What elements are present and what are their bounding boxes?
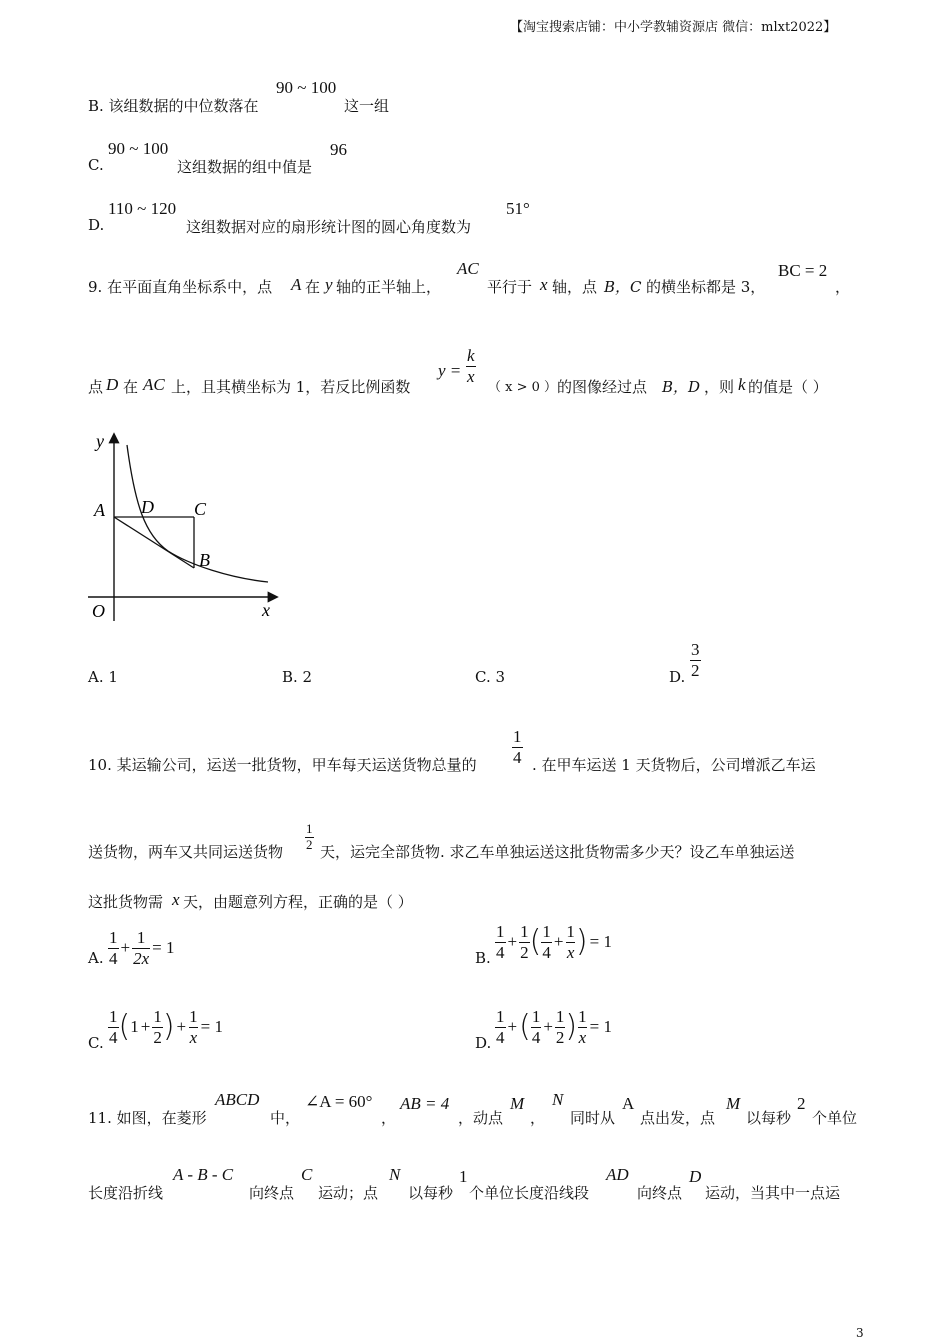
q9-fraction-k-over-x (466, 346, 476, 386)
q11-m: M (510, 1094, 525, 1113)
option-label: D. (475, 1034, 492, 1052)
q11-text: 长度沿折线 (88, 1184, 164, 1202)
label-x: x (262, 600, 270, 620)
label-b: B (199, 550, 210, 570)
q9-text: 点 (88, 378, 104, 396)
q11-n: N (389, 1165, 401, 1184)
q9-x: x (467, 366, 475, 386)
page-header: 【淘宝搜索店铺：中小学教辅资源店 微信：mlxt2022】 (510, 20, 837, 35)
q9-k: k (738, 375, 746, 394)
q8-d-mid: 这组数据对应的扇形统计图的圆心角度数为 (186, 218, 472, 236)
q9-bc-eq: BC = 2 (778, 261, 828, 280)
q11-ab: AB = 4 (400, 1094, 450, 1113)
frac-den: 4 (542, 942, 551, 962)
frac-den: 2 (691, 660, 700, 680)
q11-text: 运动，当其中一点运 (705, 1184, 841, 1202)
q11-text: 以每秒 (746, 1109, 792, 1127)
q11-n: N (552, 1090, 564, 1109)
q9-text: ，则 (704, 378, 735, 396)
frac-den: 4 (496, 942, 505, 962)
q11-text: 运动；点 (318, 1184, 379, 1202)
q11-a: A (622, 1094, 635, 1113)
q11-text: 向终点 (637, 1184, 683, 1202)
q9-text: 9. 在平面直角坐标系中，点 (88, 278, 273, 296)
frac-num: 1 (578, 1007, 587, 1026)
q8-b-suffix: 这一组 (344, 97, 390, 115)
q10-text: 10. 某运输公司，运送一批货物，甲车每天运送货物总量的 (88, 756, 477, 774)
q8-b-prefix: B. 该组数据的中位数落在 (88, 97, 259, 115)
frac-num: 1 (136, 928, 146, 947)
segment-ab (114, 517, 194, 568)
frac-den: 4 (109, 1027, 118, 1047)
frac-num: 3 (691, 640, 700, 659)
q10-var-x: x (172, 890, 180, 909)
q9-y-eq: y = (438, 361, 462, 380)
q9-points-bd: B，D (662, 378, 701, 396)
q10-text: 送货物，两车又共同运送货物 (88, 843, 284, 861)
q8-c-mid: 这组数据的组中值是 (177, 158, 313, 176)
q11-two: 2 (797, 1094, 806, 1113)
q9-option-d-label: D. (669, 668, 686, 686)
q9-ac: AC (457, 259, 479, 278)
equals-one: = 1 (589, 1017, 612, 1037)
plus-sign: + (120, 938, 131, 958)
label-a: A (94, 500, 105, 520)
frac-num: 1 (555, 1007, 565, 1026)
plus-sign: + (507, 932, 518, 952)
q9-text: 轴，点 (552, 278, 598, 296)
q10-option-a-equation (108, 928, 176, 968)
q10-fraction-quarter (512, 727, 523, 767)
q11-d: D (689, 1167, 702, 1186)
frac-den: 2x (133, 948, 150, 968)
left-paren: ( (118, 1009, 131, 1045)
label-d: D (141, 497, 154, 517)
frac-num: 1 (566, 922, 575, 941)
q11-text: ，动点 (458, 1109, 504, 1127)
option-label: C. (88, 1034, 104, 1052)
q8-d-value: 51° (506, 199, 530, 218)
frac-den: 2 (153, 1027, 162, 1047)
q10-text: . 在甲车运送 1 天货物后，公司增派乙车运 (532, 756, 816, 774)
q11-text: 中， (270, 1109, 301, 1127)
q9-option-c: C. 3 (475, 668, 506, 686)
q11-c: C (301, 1165, 313, 1184)
q10-option-d-equation (495, 1007, 614, 1047)
q10-fraction-half (305, 822, 314, 853)
plus-sign: + (543, 1017, 553, 1037)
q9-text: 轴的正半轴上， (336, 278, 442, 296)
q11-text: 以每秒 (408, 1184, 454, 1202)
q9-point-d: D (106, 375, 119, 394)
q10-option-c-equation (108, 1007, 225, 1047)
q9-var-x: x (540, 275, 548, 294)
frac-num: 1 (109, 1007, 118, 1026)
q8-c-range: 90 ~ 100 (108, 139, 169, 158)
q11-text: 个单位 (812, 1109, 858, 1127)
frac-num: 1 (496, 922, 505, 941)
right-paren: ) (162, 1009, 175, 1045)
q9-graph (80, 425, 290, 630)
q10-text: 天，运完全部货物. 求乙车单独运送这批货物需多少天？设乙车单独运送 (320, 843, 795, 861)
frac-num: 1 (109, 928, 118, 947)
left-paren: ( (529, 924, 542, 960)
q10-option-b-equation (495, 922, 614, 962)
equals-one: = 1 (152, 938, 175, 958)
q11-text: 向终点 (249, 1184, 295, 1202)
q9-text: 的横坐标都是 3， (646, 278, 766, 296)
q11-text: ， (381, 1109, 397, 1127)
q10-text: 天，由题意列方程，正确的是（ ） (183, 893, 413, 911)
q11-text: 个单位长度沿线段 (469, 1184, 590, 1202)
q8-c-value: 96 (330, 140, 347, 159)
q9-text: ， (835, 278, 851, 296)
frac-num: 1 (542, 922, 551, 941)
label-c: C (194, 499, 207, 519)
q11-one: 1 (459, 1167, 468, 1186)
q9-option-b: B. 2 (282, 668, 313, 686)
q11-text: 同时从 (570, 1109, 616, 1127)
frac-den: x (566, 942, 575, 962)
frac-den: x (578, 1027, 587, 1047)
q8-d-range: 110 ~ 120 (108, 199, 177, 218)
frac-den: x (189, 1027, 198, 1047)
q8-c-prefix: C. (88, 156, 104, 174)
q9-option-a: A. 1 (88, 668, 118, 686)
frac-num: 1 (496, 1007, 505, 1026)
label-y: y (96, 431, 104, 451)
right-paren: ) (575, 924, 588, 960)
q11-path: A - B - C (173, 1165, 234, 1184)
frac-den: 4 (531, 1027, 541, 1047)
q9-option-d-fraction (690, 640, 701, 680)
frac-num: 1 (531, 1007, 541, 1026)
q9-text: 上，且其横坐标为 1，若反比例函数 (171, 378, 411, 396)
q9-ac: AC (143, 375, 165, 394)
frac-den: 2 (520, 942, 529, 962)
q10-text: 这批货物需 (88, 893, 164, 911)
equals-one: = 1 (589, 932, 612, 952)
frac-den: 2 (306, 836, 313, 852)
q9-text: 平行于 (487, 278, 533, 296)
page-number: 3 (856, 1326, 864, 1340)
option-label: A. (88, 949, 104, 967)
plus-sign: + (176, 1017, 187, 1037)
q11-abcd: ABCD (215, 1090, 260, 1109)
q11-text: 点出发，点 (640, 1109, 716, 1127)
q9-k: k (467, 346, 475, 365)
plus-sign: + (140, 1017, 151, 1037)
frac-num: 1 (513, 727, 522, 746)
frac-num: 1 (153, 1007, 162, 1026)
q9-text: 在 (305, 278, 321, 296)
q9-text: 的值是（ ） (748, 378, 828, 396)
q11-text: ， (530, 1109, 546, 1127)
q9-condition: （ x > 0 ） (488, 380, 558, 395)
q9-text: 的图像经过点 (557, 378, 648, 396)
right-paren: ) (565, 1009, 578, 1045)
q8-b-range: 90 ~ 100 (276, 78, 337, 97)
q9-points-bc: B，C (604, 278, 642, 296)
q9-text: 在 (123, 378, 139, 396)
frac-den: 4 (513, 747, 522, 767)
frac-num: 1 (306, 821, 313, 836)
plus-sign: + (507, 1017, 518, 1037)
frac-den: 2 (555, 1027, 565, 1047)
q11-text: 11. 如图，在菱形 (88, 1109, 207, 1127)
label-o: O (92, 601, 105, 621)
frac-den: 4 (109, 948, 118, 968)
q9-point-a: A (291, 275, 302, 294)
q8-d-prefix: D. (88, 216, 105, 234)
option-label: B. (475, 949, 491, 967)
equals-one: = 1 (200, 1017, 223, 1037)
frac-num: 1 (189, 1007, 198, 1026)
q9-var-y: y (325, 275, 333, 294)
one: 1 (130, 1017, 139, 1037)
plus-sign: + (553, 932, 564, 952)
q11-m: M (726, 1094, 741, 1113)
left-paren: ( (519, 1009, 531, 1045)
q11-ad: AD (606, 1165, 629, 1184)
q11-angle: ∠A = 60° (305, 1092, 373, 1111)
frac-den: 4 (496, 1027, 505, 1047)
frac-num: 1 (520, 922, 529, 941)
